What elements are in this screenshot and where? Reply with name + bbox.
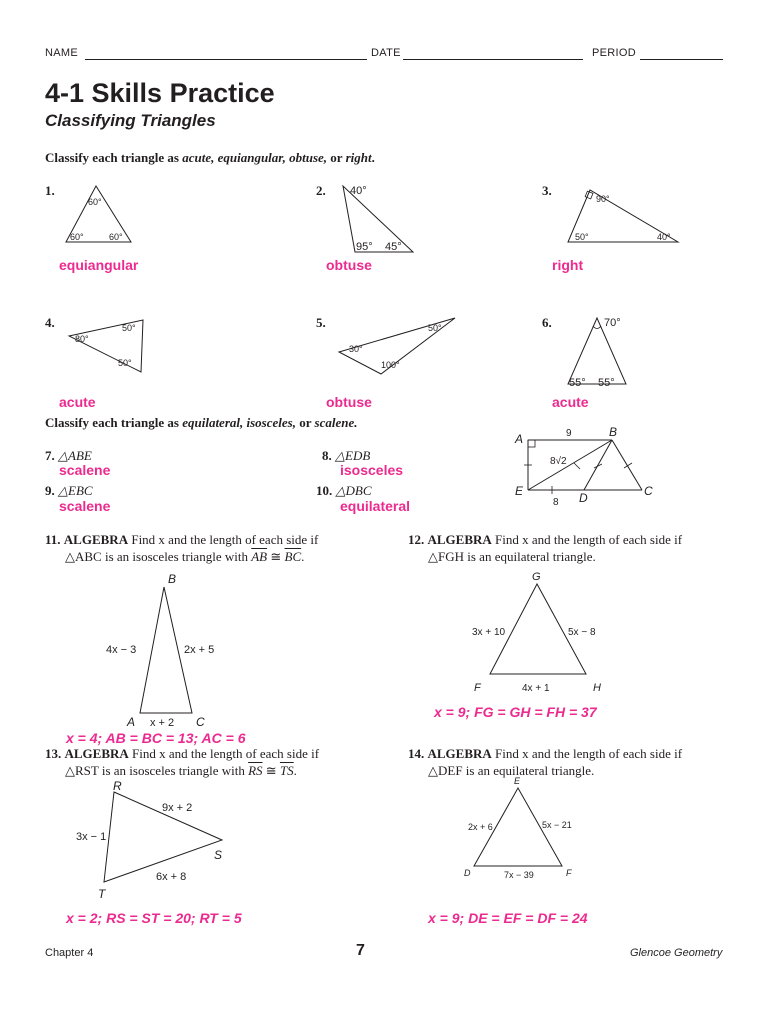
problem-12-text — [408, 531, 738, 565]
problem-11-tag: ALGEBRA — [63, 532, 129, 547]
problem-13-text — [45, 745, 375, 779]
triangle-3-angle-right: 40° — [657, 232, 671, 242]
triangle-12-side-base: 4x + 1 — [522, 683, 550, 694]
triangle-1-angle-left: 60° — [70, 232, 84, 242]
triangle-2 — [335, 180, 435, 260]
period-label: PERIOD — [592, 47, 636, 59]
problem-13-answer: x = 2; RS = ST = 20; RT = 5 — [66, 910, 242, 926]
problem-9 — [45, 482, 93, 499]
problem-7-triangle: △ABE — [58, 448, 92, 463]
problem-8-triangle: △EDB — [335, 448, 371, 463]
problem-1-answer: equiangular — [59, 257, 139, 273]
triangle-6-angle-right: 55° — [598, 377, 615, 389]
section2-instruction — [45, 415, 357, 431]
triangle-12-side-right: 5x − 8 — [568, 627, 596, 638]
name-label: NAME — [45, 47, 78, 59]
problem-13-seg2: $\overline{TS}$ — [279, 763, 294, 778]
name-line[interactable] — [85, 59, 367, 60]
problem-13-line2-end: . — [293, 763, 297, 778]
triangle-1-angle-right: 60° — [109, 232, 123, 242]
triangle-14-vertex-f: F — [566, 868, 572, 878]
triangle-3-angle-left: 50° — [575, 232, 589, 242]
triangle-12-side-left: 3x + 10 — [472, 627, 506, 638]
triangle-11-side-right: 2x + 5 — [184, 644, 215, 656]
triangle-6-angle-left: 55° — [569, 377, 586, 389]
figure-length-top: 9 — [566, 428, 572, 439]
instr-last: right — [345, 150, 372, 165]
triangle-14-side-right: 5x − 21 — [542, 820, 572, 830]
triangle-5-angle-left: 30° — [349, 344, 363, 354]
problem-5-answer: obtuse — [326, 394, 372, 410]
footer-chapter: Chapter 4 — [45, 947, 94, 959]
triangle-11-side-base: x + 2 — [150, 717, 175, 729]
problem-12-answer: x = 9; FG = GH = FH = 37 — [434, 704, 597, 720]
problem-9-number: 9. — [45, 483, 55, 498]
problem-6-number: 6. — [542, 315, 552, 330]
problem-13-number: 13. — [45, 746, 62, 761]
page-subtitle: Classifying Triangles — [45, 111, 216, 130]
instr-end: . — [371, 150, 375, 165]
problem-13-seg1: $\overline{RS}$ — [248, 763, 263, 778]
figure-label-b: B — [609, 425, 618, 439]
triangle-3 — [560, 180, 690, 250]
triangle-4-angle-top: 50° — [122, 323, 136, 333]
triangle-13 — [70, 778, 250, 908]
footer-page-number: 7 — [356, 942, 365, 959]
problem-3-answer: right — [552, 257, 584, 273]
triangle-12 — [460, 570, 630, 694]
triangle-6-angle-top: 70° — [604, 317, 621, 329]
triangle-14-vertex-e: E — [514, 776, 521, 786]
problem-1-number: 1. — [45, 183, 55, 198]
problem-13-congruent: ≅ — [262, 763, 280, 778]
problem-4-number: 4. — [45, 315, 55, 330]
problem-8-number: 8. — [322, 448, 332, 463]
triangle-13-vertex-t: T — [98, 887, 106, 901]
problem-3-number: 3. — [542, 183, 552, 198]
triangle-2-angle-left: 95° — [356, 241, 373, 253]
triangle-14-vertex-d: D — [464, 868, 471, 878]
problem-6-answer: acute — [552, 394, 589, 410]
triangle-6 — [560, 312, 650, 392]
triangle-4-angle-left: 80° — [75, 334, 89, 344]
figure-abedc — [514, 424, 674, 514]
instr2-prefix: Classify each triangle as — [45, 415, 183, 430]
problem-11-text — [45, 531, 375, 565]
triangle-14-side-left: 2x + 6 — [468, 822, 493, 832]
figure-label-c: C — [644, 484, 653, 498]
problem-13-tag: ALGEBRA — [64, 746, 129, 761]
period-line[interactable] — [640, 59, 723, 60]
triangle-11-vertex-c: C — [196, 715, 205, 729]
triangle-14 — [456, 776, 626, 886]
triangle-13-side-bottom: 6x + 8 — [156, 871, 187, 883]
triangle-13-side-top: 9x + 2 — [162, 802, 193, 814]
problem-14-tag: ALGEBRA — [427, 746, 492, 761]
triangle-11 — [106, 572, 260, 729]
triangle-3-angle-top: 90° — [596, 194, 610, 204]
triangle-5 — [335, 314, 465, 374]
triangle-13-vertex-r: R — [113, 779, 122, 793]
problem-11-seg1: $\overline{AB}$ — [251, 549, 268, 564]
problem-2-number: 2. — [316, 183, 326, 198]
problem-4-answer: acute — [59, 394, 96, 410]
triangle-2-angle-right: 45° — [385, 241, 402, 253]
instr2-terms: equilateral, isosceles, — [182, 415, 296, 430]
figure-label-a: A — [515, 432, 524, 446]
problem-10-answer: equilateral — [340, 498, 411, 514]
triangle-12-vertex-f: F — [474, 682, 481, 694]
figure-label-d: D — [579, 491, 588, 505]
instr-prefix: Classify each triangle as — [45, 150, 183, 165]
footer-book: Glencoe Geometry — [630, 947, 723, 959]
problem-14-answer: x = 9; DE = EF = DF = 24 — [428, 910, 588, 926]
problem-9-triangle: △EBC — [58, 483, 93, 498]
problem-14-line1: Find x and the length of each side if — [495, 746, 683, 761]
instr2-last: scalene. — [314, 415, 358, 430]
problem-8-answer: isosceles — [340, 462, 404, 478]
section1-instruction — [45, 150, 375, 166]
triangle-12-vertex-h: H — [593, 682, 601, 694]
problem-10-triangle: △DBC — [335, 483, 372, 498]
problem-11-line2-end: . — [301, 549, 305, 564]
triangle-13-vertex-s: S — [214, 848, 223, 862]
problem-2-answer: obtuse — [326, 257, 372, 273]
problem-12-number: 12. — [408, 532, 425, 547]
problem-14-number: 14. — [408, 746, 425, 761]
problem-9-answer: scalene — [59, 498, 111, 514]
problem-11-congruent: ≅ — [267, 549, 285, 564]
page-title: 4-1 Skills Practice — [45, 78, 275, 108]
triangle-4-angle-bottom: 50° — [118, 358, 132, 368]
figure-label-e: E — [515, 484, 524, 498]
problem-7-answer: scalene — [59, 462, 111, 478]
problem-10-number: 10. — [316, 483, 333, 498]
triangle-1 — [58, 180, 148, 250]
problem-12-line2: △FGH is an equilateral triangle. — [428, 549, 596, 564]
instr-terms: acute, equiangular, obtuse, — [182, 150, 328, 165]
triangle-5-angle-top: 50° — [428, 323, 442, 333]
problem-13-line1: Find x and the length of each side if — [132, 746, 320, 761]
date-label: DATE — [371, 47, 401, 59]
triangle-12-vertex-g: G — [532, 571, 541, 583]
problem-13-line2: △RST is an isosceles triangle with — [65, 763, 249, 778]
figure-length-diag: 8√2 — [550, 456, 567, 467]
problem-14-text — [408, 745, 738, 779]
problem-7-number: 7. — [45, 448, 55, 463]
problem-11-answer: x = 4; AB = BC = 13; AC = 6 — [66, 730, 246, 746]
triangle-13-side-left: 3x − 1 — [76, 831, 107, 843]
triangle-5-angle-bottom: 100° — [381, 360, 400, 370]
problem-11-number: 11. — [45, 532, 61, 547]
instr-or: or — [327, 150, 346, 165]
triangle-1-angle-top: 60° — [88, 197, 102, 207]
figure-length-bottom: 8 — [553, 497, 559, 508]
problem-5-number: 5. — [316, 315, 326, 330]
problem-11-line1: Find x and the length of each side if — [131, 532, 319, 547]
problem-12-line1: Find x and the length of each side if — [495, 532, 683, 547]
triangle-14-side-base: 7x − 39 — [504, 870, 534, 880]
instr2-or: or — [295, 415, 315, 430]
triangle-2-angle-top: 40° — [350, 185, 367, 197]
problem-11-seg2: $\overline{BC}$ — [284, 549, 302, 564]
triangle-11-side-left: 4x − 3 — [106, 644, 137, 656]
triangle-4 — [65, 316, 165, 376]
triangle-11-vertex-a: A — [127, 715, 136, 729]
problem-11-line2: △ABC is an isosceles triangle with — [65, 549, 252, 564]
problem-12-tag: ALGEBRA — [427, 532, 492, 547]
problem-10 — [316, 482, 372, 499]
problem-14-line2: △DEF is an equilateral triangle. — [428, 763, 595, 778]
date-line[interactable] — [403, 59, 583, 60]
triangle-11-vertex-b: B — [168, 572, 177, 586]
